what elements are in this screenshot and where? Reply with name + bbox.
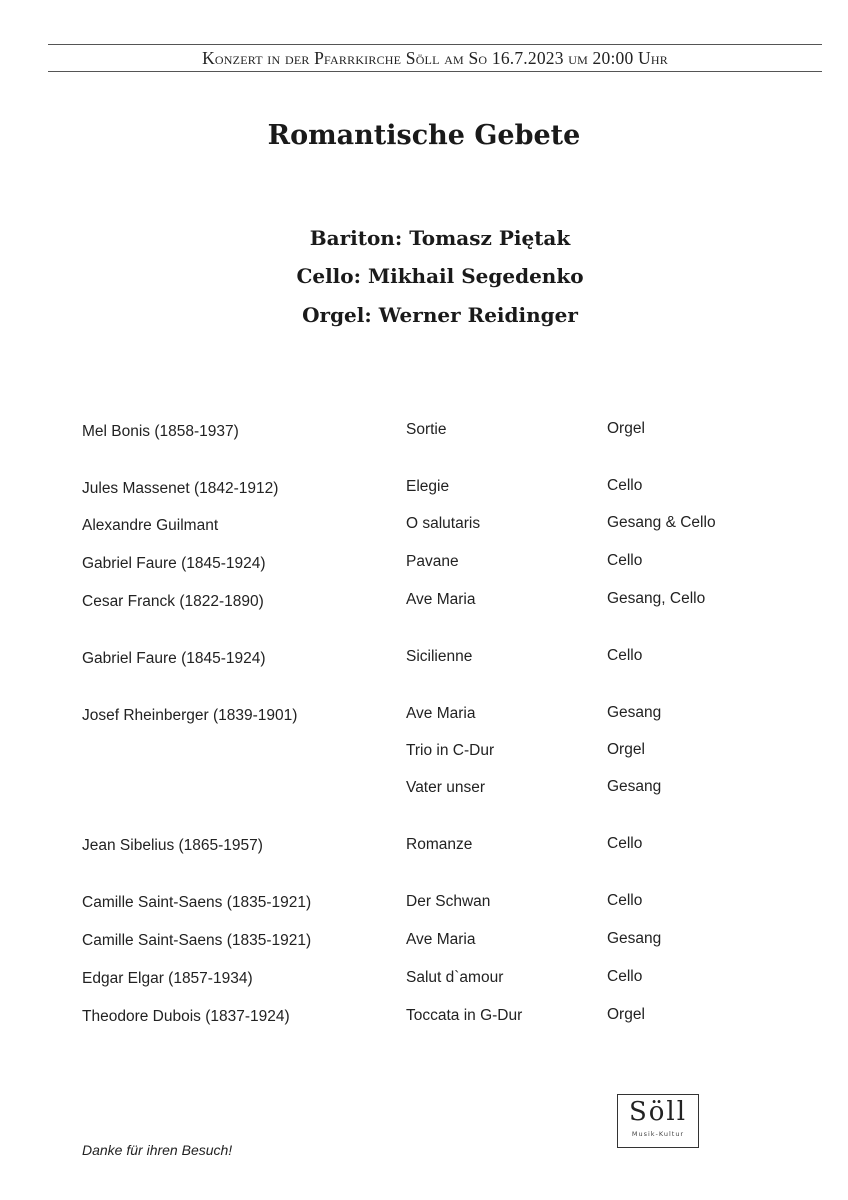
concert-header: Konzert in der Pfarrkirche Söll am So 16.7.2023 um 20:00 Uhr [202,48,668,68]
program-composer: Camille Saint-Saens (1835-1921) [82,894,312,911]
page-title: Romantische Gebete [267,120,581,151]
program-instrument: Orgel [607,741,645,758]
program-work: Pavane [406,553,459,570]
program-work: O salutaris [406,515,481,532]
program-instrument: Cello [607,968,643,985]
program-work: Ave Maria [406,591,476,608]
program-composer: Josef Rheinberger (1839-1901) [82,707,298,724]
program-instrument: Cello [607,552,643,569]
program-work: Toccata in G-Dur [406,1007,523,1024]
program-work: Trio in C-Dur [406,742,495,759]
program-composer: Mel Bonis (1858-1937) [82,423,239,440]
program-work: Romanze [406,836,473,853]
performer-organ: Orgel: Werner Reidinger [302,303,578,327]
program-instrument: Cello [607,835,643,852]
program-work: Salut d`amour [406,969,504,986]
program-composer: Edgar Elgar (1857-1934) [82,970,253,987]
logo-subtitle: Musik-Kultur [631,1130,685,1138]
soell-logo [617,1094,699,1148]
program-composer: Jean Sibelius (1865-1957) [82,837,263,854]
thank-you-note: Danke für ihren Besuch! [82,1142,233,1158]
program-composer: Gabriel Faure (1845-1924) [82,555,266,572]
program-work: Ave Maria [406,705,476,722]
program-instrument: Cello [607,647,643,664]
header-bottom-rule [48,71,822,72]
program-work: Sicilienne [406,648,473,665]
program-instrument: Orgel [607,1006,645,1023]
program-instrument: Cello [607,477,643,494]
program-work: Sortie [406,421,447,438]
program-composer: Jules Massenet (1842-1912) [82,480,279,497]
program-work: Elegie [406,478,450,495]
program-instrument: Gesang [607,930,662,947]
program-composer: Gabriel Faure (1845-1924) [82,650,266,667]
program-work: Der Schwan [406,893,491,910]
header-top-rule [48,44,822,45]
performer-cello: Cello: Mikhail Segedenko [296,264,584,288]
program-instrument: Gesang [607,778,662,795]
logo-wordmark: Söll [628,1097,688,1127]
performer-baritone: Bariton: Tomasz Piętak [309,226,571,250]
program-composer: Alexandre Guilmant [82,517,219,534]
program-composer: Camille Saint-Saens (1835-1921) [82,932,312,949]
program-instrument: Gesang, Cello [607,590,706,607]
program-work: Vater unser [406,779,485,796]
program-instrument: Gesang [607,704,662,721]
program-work: Ave Maria [406,931,476,948]
program-instrument: Gesang & Cello [607,514,716,531]
program-instrument: Orgel [607,420,645,437]
program-composer: Cesar Franck (1822-1890) [82,593,264,610]
program-instrument: Cello [607,892,643,909]
program-composer: Theodore Dubois (1837-1924) [82,1008,290,1025]
